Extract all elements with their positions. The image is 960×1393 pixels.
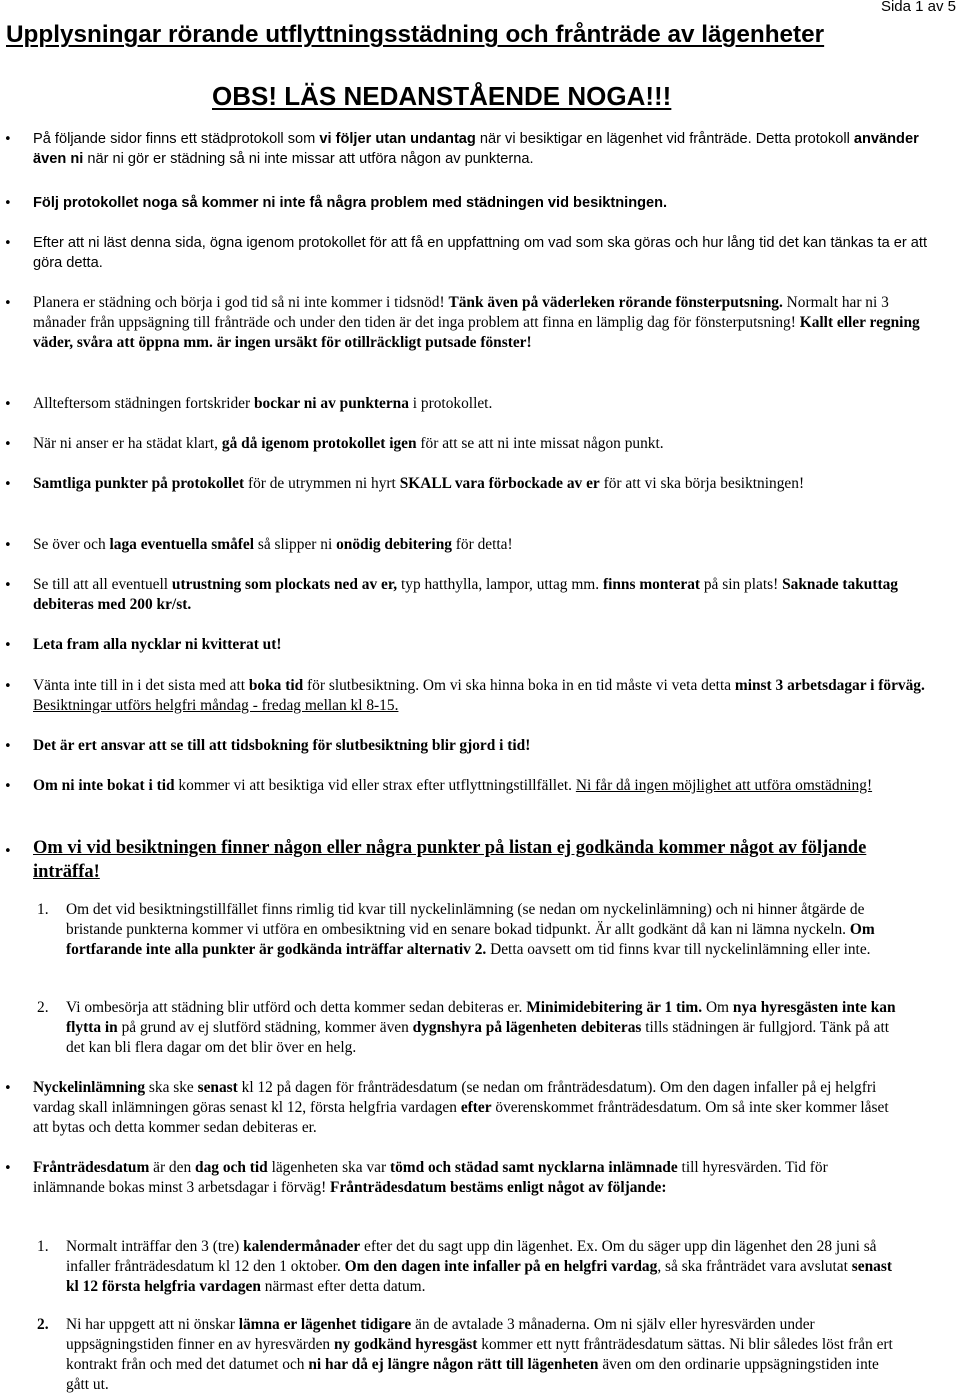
bullet-icon: • xyxy=(4,538,12,553)
list-item: • Allteftersom städningen fortskrider bockar ni av punkterna i protokollet. xyxy=(33,394,933,414)
bullet-icon: • xyxy=(4,397,12,412)
list-item: • Om vi vid besiktningen finner någon eller några punkter på listan ej godkända kommer något av följande inträffa! xyxy=(4,838,867,882)
numbered-item: 1. Normalt inträffar den 3 (tre) kalendermånader efter det du sagt upp din lägenhet. Ex. Om du säger upp din lägenhet den 28 juni så infaller frånträdesdatum kl 12 den 1 oktober. Om den dagen inte infaller på en helgfri vardag, så ska frånträdet vara avslutat senast kl 12 första helgfria vardagen närmast efter detta datum. xyxy=(37,1238,892,1295)
list-item: • Nyckelinlämning ska ske senast kl 12 på dagen för frånträdesdatum (se nedan om frånträdesdatum). Om den dagen infaller på ej helgfri vardag skall inlämningen göras senast kl 12, första helgfria vardagen efter överenskommet frånträdesdatum. Om så inte sker kommer låset att bytas och detta kommer sedan debiteras er. xyxy=(4,1079,889,1136)
list-item: • Leta fram alla nycklar ni kvitterat ut! xyxy=(33,635,933,655)
bullet-icon: • xyxy=(4,437,12,452)
bullet-icon: • xyxy=(4,296,12,311)
bullet-icon: • xyxy=(4,132,12,147)
bullet-icon: • xyxy=(4,679,12,694)
item-number: 1. xyxy=(37,901,49,918)
bullet-icon: • xyxy=(4,578,12,593)
item-number: 2. xyxy=(37,999,49,1016)
bullet-icon: • xyxy=(4,236,12,251)
list-item: • Samtliga punkter på protokollet för de utrymmen ni hyrt SKALL vara förbockade av er för att vi ska börja besiktningen! xyxy=(33,474,933,494)
bullet-icon: • xyxy=(4,779,12,794)
item-number: 2. xyxy=(37,1316,49,1333)
document-title: Upplysningar rörande utflyttningsstädning och frånträde av lägenheter xyxy=(6,21,825,48)
list-item: • Följ protokollet noga så kommer ni inte få några problem med städningen vid besiktningen. xyxy=(33,193,933,213)
bullet-icon: • xyxy=(4,739,12,754)
bullet-icon: • xyxy=(4,1161,12,1176)
numbered-item: 2. Ni har uppgett att ni önskar lämna er lägenhet tidigare än de avtalade 3 månaderna. Om ni själv eller hyresvärden under uppsägningstiden finner en av hyresvärden ny godkänd hyresgäst kommer ett nytt frånträdesdatum sättas. Ni blir således löst från ert kontrakt från och med det datumet och ni har då ej längre någon rätt till lägenheten även om den ordinarie uppsägningstiden inte gått ut. xyxy=(37,1316,893,1393)
list-item: • Frånträdesdatum är den dag och tid lägenheten ska var tömd och städad samt nycklarna inlämnade till hyresvärden. Tid för inlämnande bokas minst 3 arbetsdagar i förväg! Frånträdesdatum bestäms enligt något av följande: xyxy=(4,1159,828,1196)
bullet-icon: • xyxy=(4,1081,12,1096)
list-item: • Se till att all eventuell utrustning som plockats ned av er, typ hatthylla, lampor, uttag mm. finns monterat på sin plats! Saknade takuttag debiteras med 200 kr/st. xyxy=(4,576,898,613)
item-number: 1. xyxy=(37,1238,49,1255)
bullet-icon: • xyxy=(4,638,12,653)
list-item: • På följande sidor finns ett städprotokoll som vi följer utan undantag när vi besiktigar en lägenhet vid frånträde. Detta protokoll använder även ni när ni gör er städning så ni inte missar att utföra någon av punkterna. xyxy=(4,131,919,167)
list-item: • När ni anser er ha städat klart, gå då igenom protokollet igen för att se att ni inte missat någon punkt. xyxy=(33,434,933,454)
numbered-item: 2. Vi ombesörja att städning blir utförd och detta kommer sedan debiteras er. Minimidebitering är 1 tim. Om nya hyresgästen inte kan flytta in på grund av ej slutförd städning, kommer även dygnshyra på lägenheten debiteras tills städningen är fullgjord. Tänk på att det kan bli flera dagar om det blir över en helg. xyxy=(37,999,896,1056)
list-item: • Om ni inte bokat i tid kommer vi att besiktiga vid eller strax efter utflyttningstillfället. Ni får då ingen möjlighet att utföra omstädning! xyxy=(33,776,933,796)
list-item: • Vänta inte till in i det sista med att boka tid för slutbesiktning. Om vi ska hinna boka in en tid måste vi veta detta minst 3 arbetsdagar i förväg. Besiktningar utförs helgfri måndag - fredag mellan kl 8-15. xyxy=(4,677,925,714)
list-item: • Det är ert ansvar att se till att tidsbokning för slutbesiktning blir gjord i tid! xyxy=(33,736,933,756)
bullet-icon: • xyxy=(4,477,12,492)
list-item: • Planera er städning och börja i god tid så ni inte kommer i tidsnöd! Tänk även på väderleken rörande fönsterputsning. Normalt har ni 3 månader från uppsägning till frånträde och under den tiden är det inga problem att finna en lämplig dag för fönsterputsning! Kallt eller regning väder, svåra att öppna mm. är ingen ursäkt för otillräckligt putsade fönster! xyxy=(4,294,920,351)
bullet-icon: • xyxy=(4,844,12,859)
list-item: • Efter att ni läst denna sida, ögna igenom protokollet för att få en uppfattning om vad som ska göras och hur lång tid det kan tänkas ta er att göra detta. xyxy=(4,235,927,271)
page-number: Sida 1 av 5 xyxy=(880,0,956,15)
list-item: • Se över och laga eventuella småfel så slipper ni onödig debitering för detta! xyxy=(33,535,933,555)
bullet-icon: • xyxy=(4,196,12,211)
notice-heading: OBS! LÄS NEDANSTÅENDE NOGA!!! xyxy=(212,81,672,111)
numbered-item: 1. Om det vid besiktningstillfället finns rimlig tid kvar till nyckelinlämning (se nedan om nyckelinlämning) och ni hinner åtgärde de bristande punkterna kommer vi utföra en ombesiktning vid en senare bokad tidpunkt. Är allt godkänt då kan ni lämna nyckeln. Om fortfarande inte alla punkter är godkända inträffar alternativ 2. Detta oavsett om tid finns kvar till nyckelinlämning eller inte. xyxy=(37,901,875,958)
